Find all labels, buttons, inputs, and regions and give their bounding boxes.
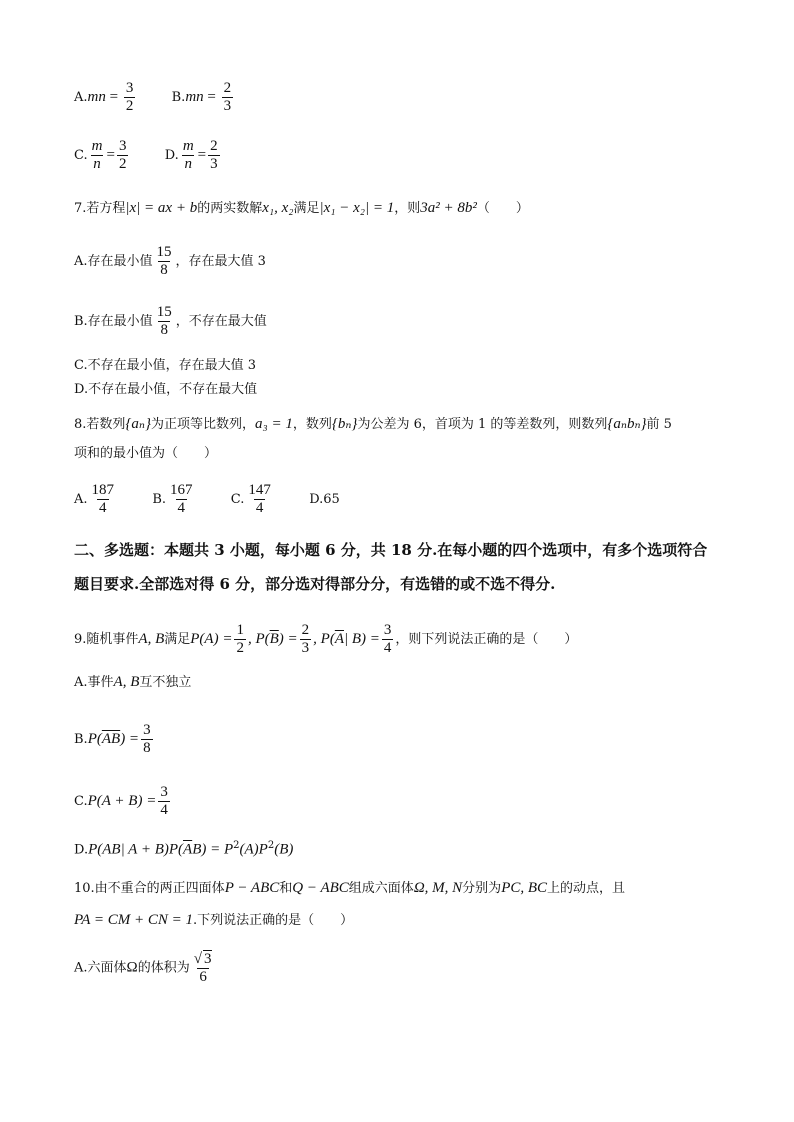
q6-options-row-2 xyxy=(74,138,222,173)
q9-stem: 9.随机事件A, B满足P(A) = $\frac{1}{2}$ , $P(\overline{B})$ = $\frac{2}{3}$ , $P(\overline{A}|$ B) = $\frac{3}{4}$ ，则下列说法正确的是（ ） xyxy=(74,622,578,656)
q6-option-a: A.mn = $\frac{3}{2}$ xyxy=(74,80,134,114)
q7-option-a: A.存在最小值 $\frac{15}{8}$ ，存在最大值 3 xyxy=(74,244,266,278)
q6-option-b: B.mn = $\frac{2}{3}$ xyxy=(171,80,232,114)
q8-option-a: A. $\frac{187}{4}$ xyxy=(74,482,115,516)
q9-option-b: $B.P(\overline{AB})$ = $\frac{3}{8}$ xyxy=(74,722,151,756)
q8-stem-line-2: 项和的最小值为（ ） xyxy=(74,446,218,461)
q6-options-row-1 xyxy=(74,80,235,115)
q8-options xyxy=(74,482,340,517)
q7-stem: 7.若方程|x| = ax + b的两实数解x₁, x₂满足|x₁ − x₂| = 1，则3a² + 8b²（ ） xyxy=(74,200,529,216)
q8-option-d: D.65 xyxy=(309,492,340,507)
q8-stem-line-1: 8.若数列{aₙ}为正项等比数列，a₃ = 1，数列{bₙ}为公差为 6，首项为 1 的等差数列，则数列{aₙbₙ}前 5 xyxy=(74,416,672,432)
q8-option-c: C. $\frac{147}{4}$ xyxy=(230,482,271,516)
q8-option-b: B. $\frac{167}{4}$ xyxy=(152,482,193,516)
q10-stem-line-2: PA = CM + CN = 1.下列说法正确的是（ ） xyxy=(74,912,354,928)
q7-option-d: D.不存在最小值，不存在最大值 xyxy=(74,382,258,397)
q7-option-b: B.存在最小值 $\frac{15}{8}$ ，不存在最大值 xyxy=(74,304,267,338)
section-2-heading-line-2: 题目要求.全部选对得 6 分，部分选对得部分分，有选错的或不选不得分. xyxy=(74,575,556,593)
q6-option-d: D. $\frac{m}{n}$ = $\frac{2}{3}$ xyxy=(164,138,218,172)
section-2-heading-line-1: 二、多选题：本题共 3 小题，每小题 6 分，共 18 分.在每小题的四个选项中，有多个选项符合 xyxy=(74,541,708,559)
q9-option-d: D.P(AB| $A + B)P(\overline{A}B) = P^2(A)P^2(B)$ xyxy=(74,840,294,858)
q7-option-c: C.不存在最小值，存在最大值 3 xyxy=(74,358,257,373)
q9-option-a: A.事件A, B互不独立 xyxy=(74,674,192,690)
q10-stem-line-1: 10.由不重合的两正四面体P − ABC和Q − ABC组成六面体Ω, M, N分别为PC, BC上的动点，且 xyxy=(74,880,626,896)
q9-option-c: C.P(A + B) = $\frac{3}{4}$ xyxy=(74,784,168,818)
q10-option-a: A.六面体Ω的体积为 $\frac{√ 3}{6}$ xyxy=(74,951,212,985)
q6-option-c: C. $\frac{m}{n}$ = $\frac{3}{2}$ xyxy=(74,138,127,172)
